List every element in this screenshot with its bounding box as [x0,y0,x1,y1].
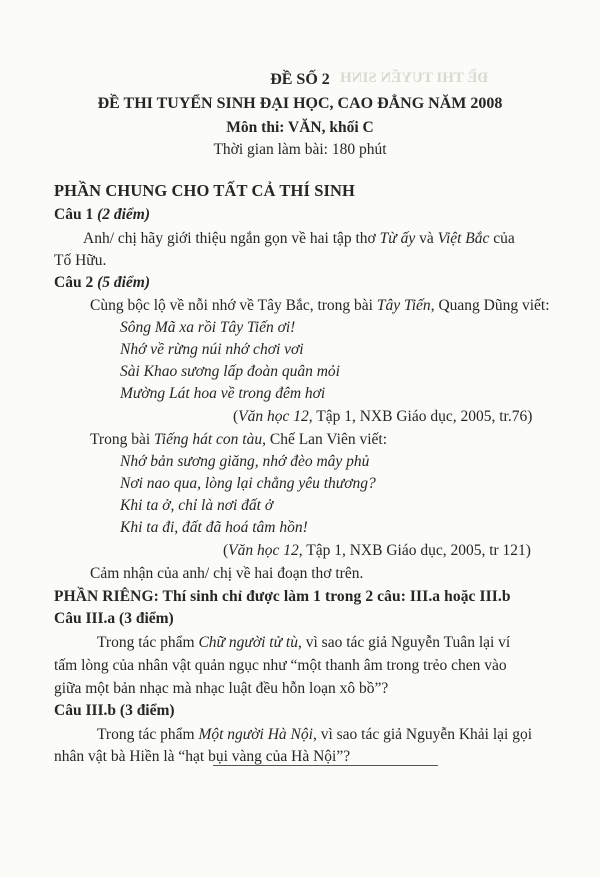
citation-1-rest: , Tập 1, NXB Giáo dục, 2005, tr.76) [308,408,533,425]
poem2-line: Nhớ bản sương giăng, nhớ đèo mây phủ [120,453,370,470]
q3a-work-title: Chữ người tử tù [198,634,298,651]
q2-task: Cảm nhận của anh/ chị về hai đoạn thơ trên. [90,565,364,582]
poem2-line: Khi ta ở, chỉ là nơi đất ở [120,497,274,514]
q2-intro2-suffix: , Chế Lan Viên viết: [262,431,388,448]
q1-book-tu-ay: Từ ấy [379,230,416,247]
poem2-line: Khi ta đi, đất đã hoá tâm hồn! [120,519,308,536]
q1-points: (2 điểm) [97,206,151,223]
duration: Thời gian làm bài: 180 phút [213,141,387,158]
q2-intro-1 [90,296,550,316]
q1-label: Câu 1 [54,206,98,223]
q3b-work-title: Một người Hà Nội [198,726,313,743]
subject-label: Môn thi: [226,119,289,136]
citation-1-book: Văn học 12 [238,408,309,425]
bleed-through-text: ĐỀ THI TUYỂN SINH [340,70,489,86]
q2-poem-tieng-hat-con-tau: Tiếng hát con tàu [154,431,263,448]
q2-intro-prefix: Cùng bộc lộ về nỗi nhớ về Tây Bắc, trong bài [90,297,377,314]
poem1-line: Nhớ về rừng núi nhớ chơi vơi [120,341,304,358]
q1-book-viet-bac: Việt Bắc [437,230,490,247]
q2-poem-tay-tien: Tây Tiến [376,297,431,314]
question-3b-heading: Câu III.b (3 điểm) [54,702,175,719]
private-section-heading: PHẦN RIÊNG: Thí sinh chỉ được làm 1 trong 2 câu: III.a hoặc III.b [54,588,511,605]
q3a-suffix: , vì sao tác giả Nguyễn Tuân lại ví [298,634,511,651]
poem1-line: Sông Mã xa rồi Tây Tiến ơi! [120,319,296,336]
common-section-heading: PHẦN CHUNG CHO TẤT CẢ THÍ SINH [54,181,355,200]
q1-text-line-2: Tố Hữu. [54,252,107,269]
q2-intro-2 [90,430,387,450]
poem1-citation: (Văn học 12, Tập 1, NXB Giáo dục, 2005, tr.76) [233,408,533,425]
citation-2-rest: , Tập 1, NXB Giáo dục, 2005, tr 121) [298,542,531,559]
citation-2-book: Văn học 12 [228,542,299,559]
q1-text-line-1 [83,229,515,249]
question-2-heading [54,273,150,293]
subject-line [0,118,600,138]
q1-text-suffix: của [489,230,515,247]
q2-intro2-prefix: Trong bài [90,431,155,448]
q3a-line-2: tấm lòng của nhân vật quản ngục như “một thanh âm trong trẻo chen vào [54,657,507,674]
q3b-suffix: , vì sao tác giả Nguyễn Khải lại gọi [312,726,533,743]
poem1-line: Sài Khao sương lấp đoàn quân mỏi [120,363,340,380]
q1-text-prefix: Anh/ chị hãy giới thiệu ngắn gọn về hai tập thơ [83,230,380,247]
q3b-line-2: nhân vật bà Hiền là “hạt bụi vàng của Hà Nội”? [54,748,351,765]
question-3a-heading: Câu III.a (3 điểm) [54,610,174,627]
poem2-line: Nơi nao qua, lòng lại chẳng yêu thương? [120,475,376,492]
q2-intro-suffix: , Quang Dũng viết: [430,297,550,314]
exam-number: ĐỀ SỐ 2 [270,71,330,88]
q2-label: Câu 2 [54,274,98,291]
q3b-prefix: Trong tác phẩm [97,726,199,743]
subject-value: VĂN, khối C [288,119,374,136]
end-divider [213,765,438,766]
exam-title: ĐỀ THI TUYỂN SINH ĐẠI HỌC, CAO ĐẲNG NĂM 2008 [97,95,503,112]
poem2-citation: (Văn học 12, Tập 1, NXB Giáo dục, 2005, tr 121) [223,542,531,559]
poem1-line: Mường Lát hoa về trong đêm hơi [120,385,326,402]
q1-text-mid: và [415,230,438,247]
q2-points: (5 điểm) [97,274,151,291]
q3a-line-1 [97,633,510,653]
q3a-line-3: giữa một bản nhạc mà nhạc luật đều hỗn loạn xô bồ”? [54,680,389,697]
question-1-heading [54,205,150,225]
q3a-prefix: Trong tác phẩm [97,634,199,651]
q3b-line-1 [97,725,532,745]
